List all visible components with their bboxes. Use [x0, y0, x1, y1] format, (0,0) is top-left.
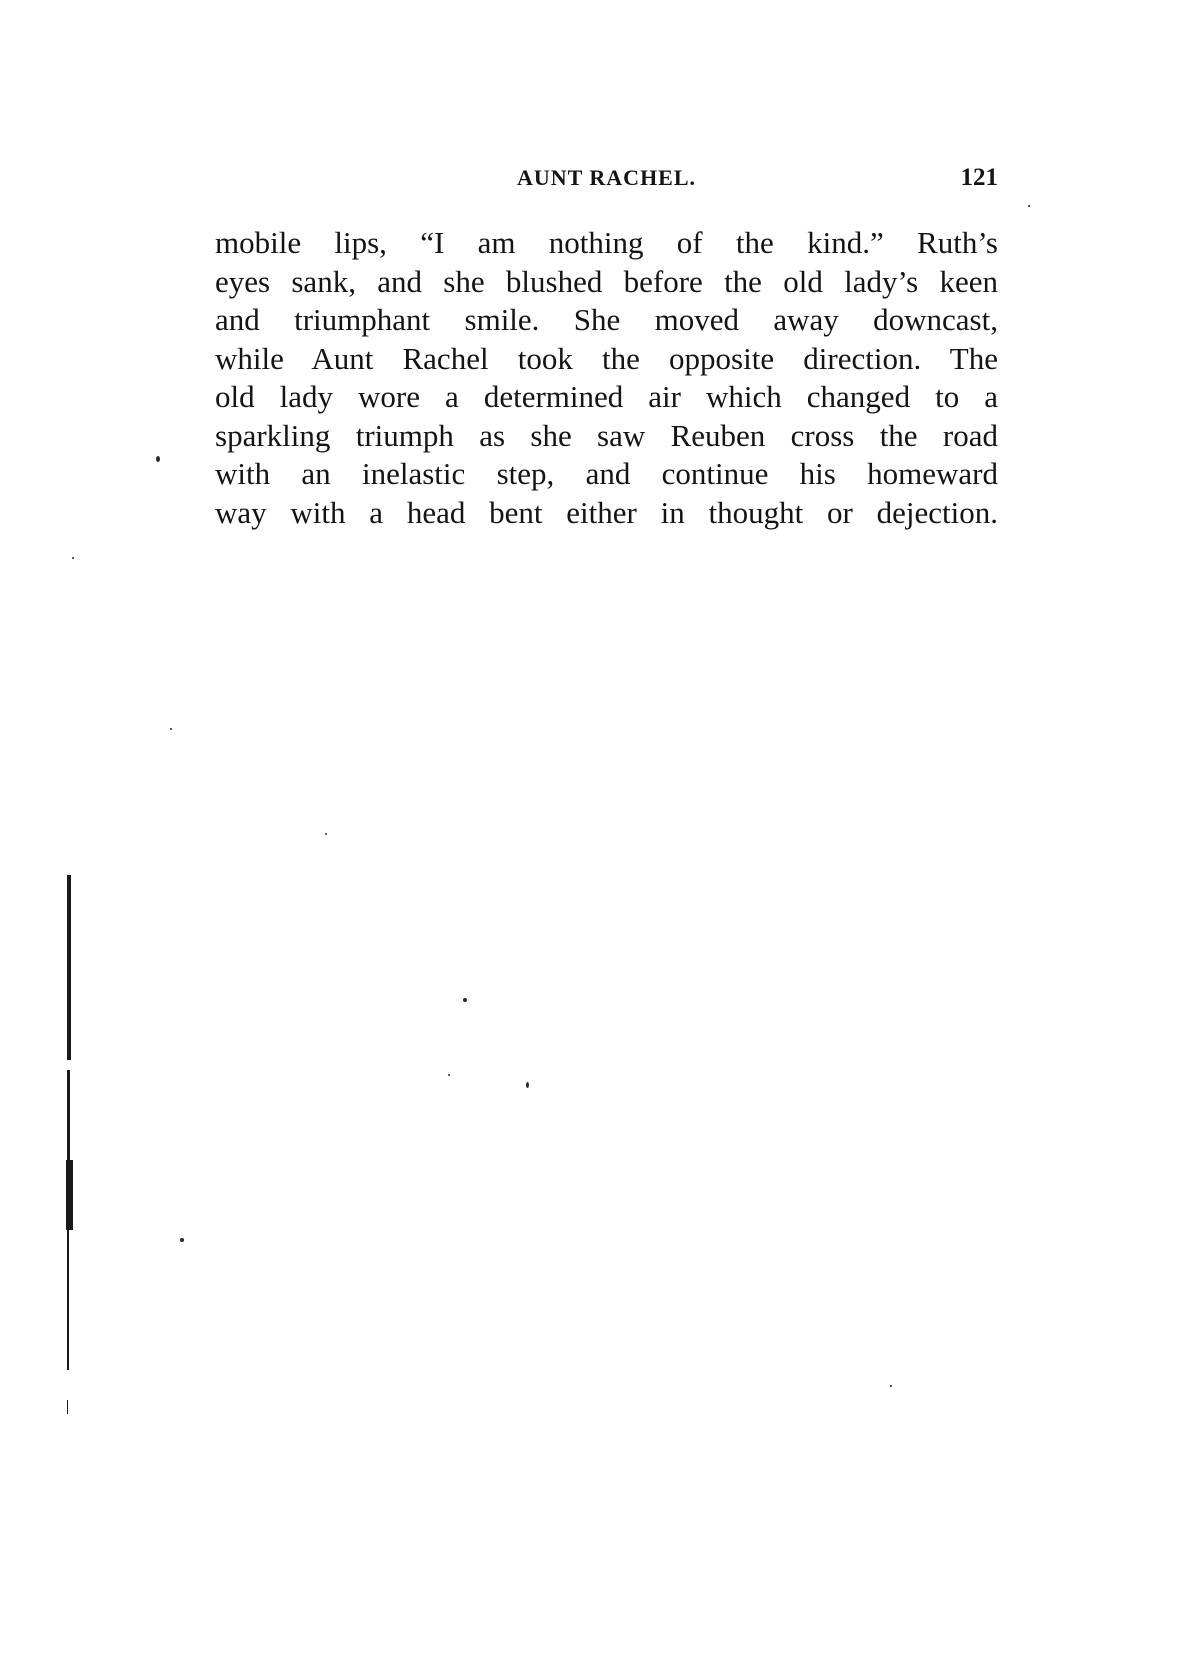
scan-speck: [170, 728, 172, 730]
text-line: old lady wore a determined air which changed to a: [215, 379, 998, 414]
text-line: with an inelastic step, and continue his homeward: [215, 456, 998, 491]
text-line: way with a head bent either in thought or dejection.: [215, 494, 998, 530]
text-line: eyes sank, and she blushed before the old lady’s keen: [215, 263, 998, 299]
body-paragraph: [215, 224, 998, 532]
text-line: sparkling triumph as she saw Reuben cross the road: [215, 417, 998, 453]
scan-speck: [448, 1074, 450, 1076]
binding-mark: [67, 1070, 70, 1160]
page-number: 121: [960, 164, 998, 191]
scan-speck: [72, 557, 74, 559]
scan-speck: [180, 1238, 184, 1242]
text-line: mobile lips, “I am nothing of the kind.” Ruth’s: [215, 225, 998, 260]
binding-mark: [67, 1230, 69, 1370]
running-title: AUNT RACHEL.: [516, 165, 697, 190]
binding-mark: [66, 1160, 73, 1230]
scan-speck: [890, 1385, 892, 1387]
running-head: [215, 163, 998, 203]
scan-speck: [325, 833, 327, 835]
text-line: while Aunt Rachel took the opposite direction. The: [215, 340, 998, 376]
scan-speck: [463, 998, 467, 1002]
text-line: and triumphant smile. She moved away downcast,: [215, 302, 998, 337]
binding-mark: [67, 1400, 68, 1414]
binding-mark: [67, 875, 71, 1060]
scan-speck: [1028, 205, 1030, 207]
scan-speck: [526, 1082, 529, 1088]
scan-speck: [156, 456, 160, 462]
